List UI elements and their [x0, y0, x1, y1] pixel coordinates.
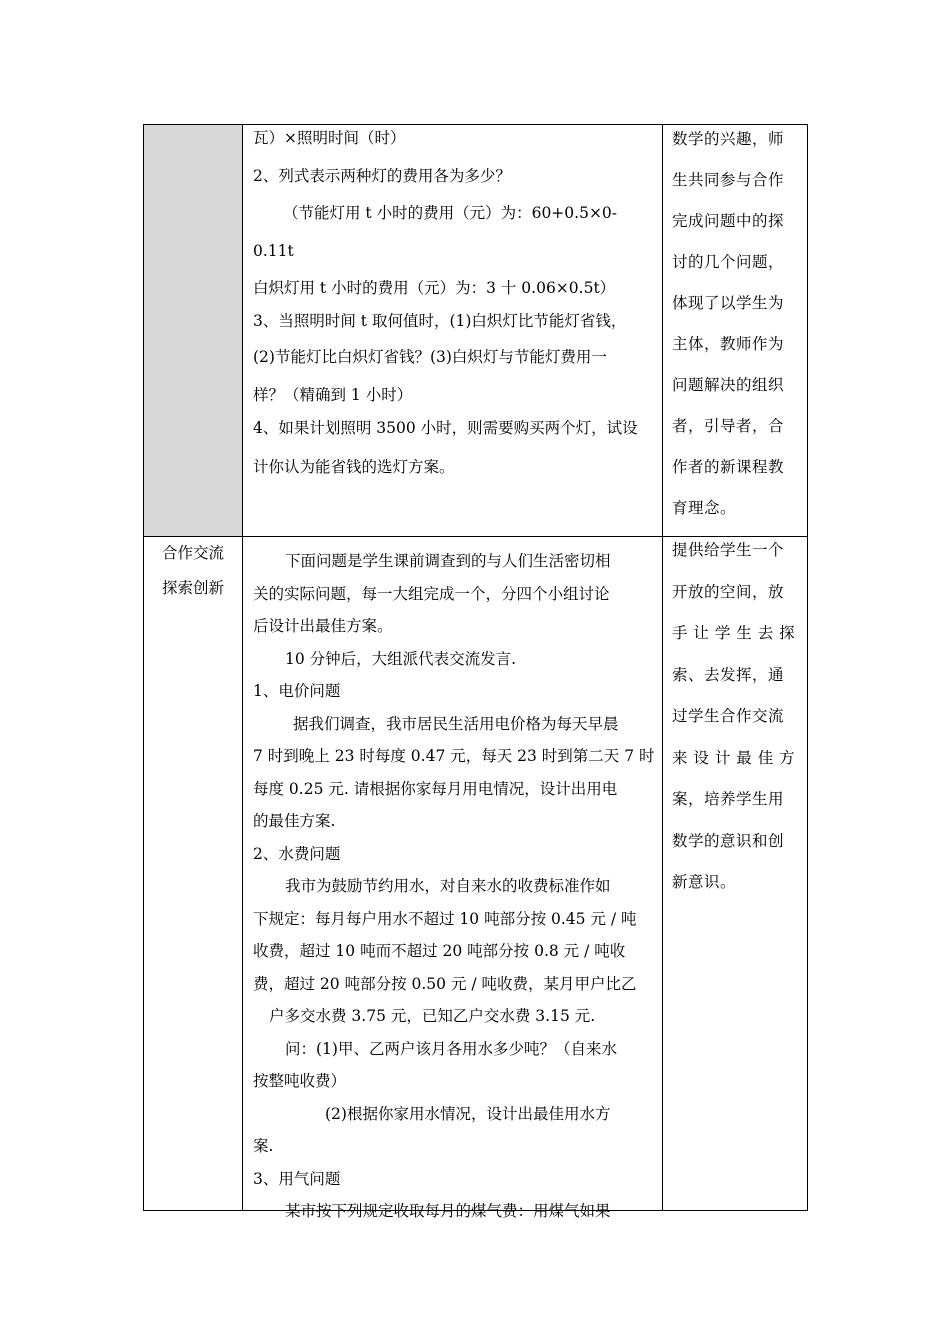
text-line: 白炽灯用 t 小时的费用（元）为：3 十 0.06×0.5t）: [253, 279, 616, 297]
table-right-border: [807, 124, 808, 1211]
text-line: 2、水费问题: [253, 844, 341, 863]
text-line: 每度 0.25 元. 请根据你家每月用电情况，设计出用电: [253, 779, 618, 798]
column-divider-1: [242, 124, 243, 1211]
text-line: （节能灯用 t 小时的费用（元）为：60+0.5×0-: [283, 204, 618, 222]
text-line: 按整吨收费）: [253, 1072, 347, 1090]
text-line: 费，超过 20 吨部分按 0.50 元 / 吨收费，某月甲户比乙: [253, 974, 637, 993]
text-line: 10 分钟后，大组派代表交流发言.: [285, 649, 517, 668]
comment-line: 主体，教师作为: [672, 335, 785, 353]
text-line: 某市按下列规定收取每月的煤气费：用煤气如果: [285, 1202, 611, 1220]
stage-label: 探索创新: [161, 579, 224, 597]
comment-line: 育理念。: [672, 499, 737, 517]
bottom-main-cell: [253, 545, 658, 1228]
comment-line: 新意识。: [672, 873, 737, 891]
stage-label: 合作交流: [161, 544, 224, 562]
text-line: 计你认为能省钱的选灯方案。: [253, 457, 455, 476]
comment-line: 讨的几个问题，: [672, 253, 785, 271]
comment-line: 提供给学生一个: [672, 541, 785, 559]
column-divider-2: [662, 124, 663, 1211]
text-line: 3、当照明时间 t 取何值时，(1)白炽灯比节能灯省钱，: [253, 311, 627, 330]
text-line: (2)节能灯比白炽灯省钱？(3)白炽灯与节能灯费用一: [253, 348, 607, 366]
comment-line: 手 让 学 生 去 探: [672, 624, 796, 642]
text-line: 案.: [253, 1137, 274, 1155]
comment-line: 开放的空间，放: [672, 582, 785, 601]
comment-line: 数学的意识和创: [672, 831, 785, 850]
comment-line: 索、去发挥，通: [672, 665, 785, 684]
text-line: 我市为鼓励节约用水，对自来水的收费标准作如: [285, 877, 611, 895]
stage-label-cell: [144, 537, 242, 604]
text-line: 的最佳方案.: [253, 812, 336, 830]
comment-line: 来 设 计 最 佳 方: [672, 748, 796, 767]
comment-line: 完成问题中的探: [672, 212, 785, 230]
text-line: 3、用气问题: [253, 1169, 341, 1188]
text-line: 0.11t: [253, 241, 294, 260]
top-side-cell: [672, 119, 804, 529]
stage-cell-top: [144, 125, 242, 536]
text-line: (2)根据你家用水情况，设计出最佳用水方: [325, 1104, 611, 1123]
text-line: 问：(1)甲、乙两户该月各用水多少吨？（自来水: [285, 1039, 617, 1058]
text-line: 关的实际问题，每一大组完成一个，分四个小组讨论: [253, 584, 610, 603]
text-line: 下规定：每月每户用水不超过 10 吨部分按 0.45 元 / 吨: [253, 909, 637, 928]
bottom-side-cell: [672, 530, 804, 904]
comment-line: 数学的兴趣，师: [672, 130, 785, 148]
table-left-border: [143, 124, 144, 1211]
text-line: 2、列式表示两种灯的费用各为多少？: [253, 166, 511, 185]
comment-line: 案，培养学生用: [672, 790, 785, 808]
comment-line: 体现了以学生为: [672, 294, 785, 312]
text-line: 下面问题是学生课前调查到的与人们生活密切相: [285, 552, 611, 570]
text-line: 据我们调查，我市居民生活用电价格为每天早晨: [293, 714, 619, 733]
top-main-cell: [253, 122, 658, 483]
text-line: 4、如果计划照明 3500 小时，则需要购买两个灯，试设: [253, 419, 638, 437]
comment-line: 问题解决的组织: [672, 376, 785, 394]
comment-line: 者，引导者，合: [672, 417, 785, 435]
text-line: 1、电价问题: [253, 682, 341, 700]
comment-line: 作者的新课程教: [672, 458, 785, 476]
text-line: 后设计出最佳方案。: [253, 617, 393, 635]
comment-line: 过学生合作交流: [672, 707, 785, 725]
text-line: 7 时到晚上 23 时每度 0.47 元，每天 23 时到第二天 7 时: [253, 747, 655, 765]
comment-line: 生共同参与合作: [672, 171, 785, 189]
text-line: 收费，超过 10 吨而不超过 20 吨部分按 0.8 元 / 吨收: [253, 942, 626, 960]
text-line: 户多交水费 3.75 元，已知乙户交水费 3.15 元.: [269, 1007, 596, 1025]
text-line: 瓦）×照明时间（时）: [253, 129, 406, 147]
text-line: 样？（精确到 1 小时）: [253, 385, 413, 404]
